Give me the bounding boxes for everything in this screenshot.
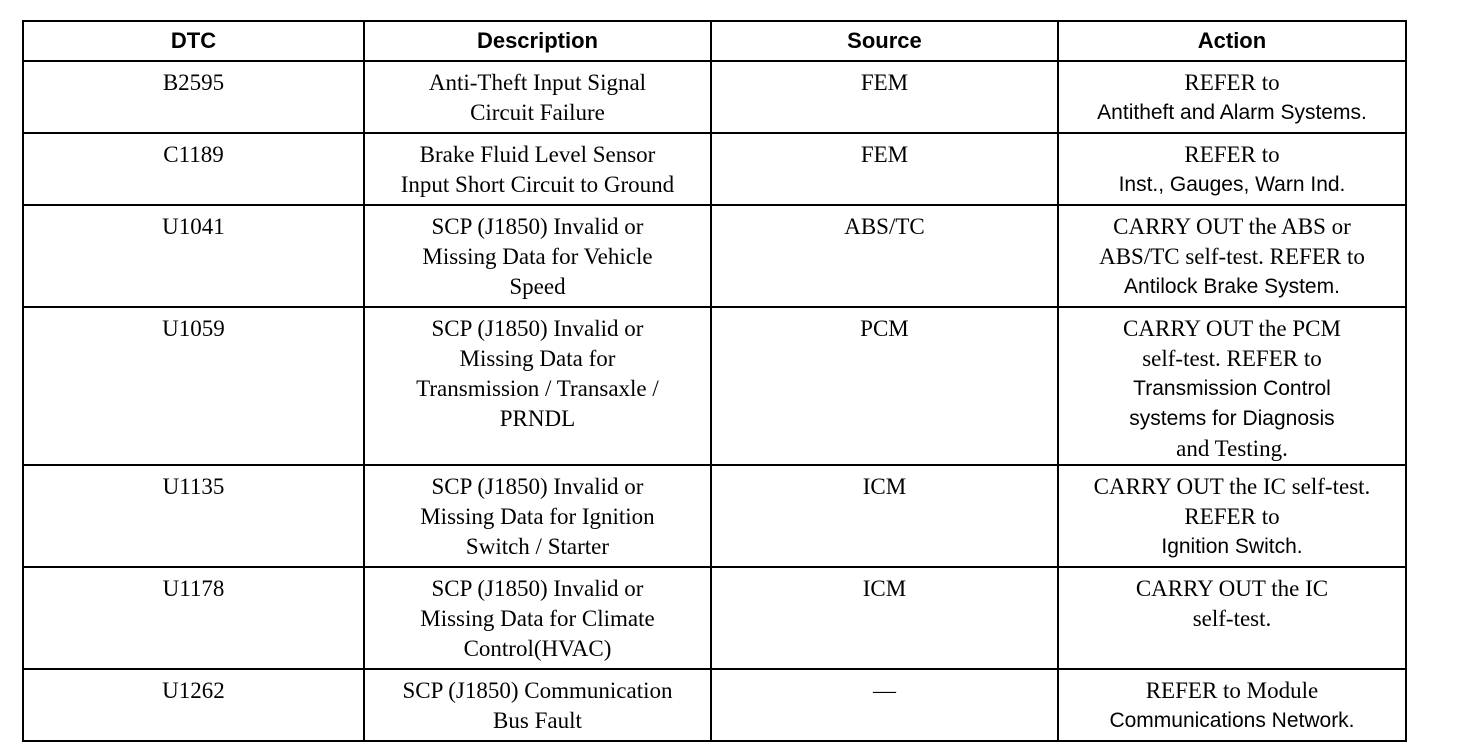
dtc-code: C1189 — [23, 133, 364, 205]
description-line: SCP (J1850) Invalid or — [431, 474, 644, 499]
description-line: Control(HVAC) — [463, 636, 612, 661]
action-line: REFER to — [1184, 142, 1280, 167]
source-cell: ICM — [711, 465, 1058, 567]
action-line: REFER to — [1184, 70, 1280, 95]
header-description: Description — [364, 21, 711, 61]
header-row — [23, 21, 1406, 61]
action-line: systems for Diagnosis — [1129, 407, 1335, 430]
header-source: Source — [711, 21, 1058, 61]
description-line: Bus Fault — [493, 708, 582, 733]
description-line: Missing Data for — [459, 346, 616, 371]
action-cell — [1058, 133, 1406, 205]
action-line: REFER to — [1184, 504, 1280, 529]
description-cell — [364, 307, 711, 465]
action-cell — [1058, 567, 1406, 669]
action-line: self-test. REFER to — [1142, 346, 1322, 371]
description-cell — [364, 567, 711, 669]
description-line: Input Short Circuit to Ground — [400, 172, 675, 197]
action-cell — [1058, 307, 1406, 465]
description-line: Anti-Theft Input Signal — [428, 70, 647, 95]
description-line: Brake Fluid Level Sensor — [419, 142, 656, 167]
table-row — [23, 465, 1406, 567]
action-line: CARRY OUT the PCM — [1123, 316, 1341, 341]
table-row — [23, 669, 1406, 741]
description-cell — [364, 205, 711, 307]
dtc-code: U1262 — [23, 669, 364, 741]
action-line: CARRY OUT the ABS or — [1113, 214, 1351, 239]
source-cell: ICM — [711, 567, 1058, 669]
dtc-code: U1135 — [23, 465, 364, 567]
description-cell — [364, 669, 711, 741]
action-line: self-test. — [1192, 606, 1272, 631]
source-cell: FEM — [711, 61, 1058, 133]
description-line: Switch / Starter — [465, 534, 610, 559]
source-cell: — — [711, 669, 1058, 741]
description-line: SCP (J1850) Communication — [402, 678, 673, 703]
header-action: Action — [1058, 21, 1406, 61]
description-line: Circuit Failure — [470, 100, 605, 125]
description-line: Missing Data for Climate — [420, 606, 655, 631]
table-row — [23, 205, 1406, 307]
action-line: Transmission Control — [1133, 377, 1331, 400]
description-cell — [364, 465, 711, 567]
table-row — [23, 307, 1406, 465]
dtc-code: U1041 — [23, 205, 364, 307]
action-line: Antitheft and Alarm Systems. — [1097, 101, 1367, 124]
dtc-code: U1178 — [23, 567, 364, 669]
description-line: Missing Data for Vehicle — [422, 244, 653, 269]
dtc-table — [22, 20, 1407, 742]
action-cell — [1058, 465, 1406, 567]
action-line: ABS/TC self-test. REFER to — [1099, 244, 1365, 269]
action-line: CARRY OUT the IC — [1135, 576, 1329, 601]
action-line: Communications Network. — [1109, 709, 1355, 732]
description-line: PRNDL — [499, 406, 576, 431]
action-line: REFER to Module — [1145, 678, 1319, 703]
action-line: Ignition Switch. — [1161, 535, 1303, 558]
header-dtc: DTC — [23, 21, 364, 61]
table-row — [23, 61, 1406, 133]
action-cell — [1058, 205, 1406, 307]
source-cell: ABS/TC — [711, 205, 1058, 307]
action-line: CARRY OUT the IC self-test. — [1093, 474, 1371, 499]
description-cell — [364, 61, 711, 133]
description-line: SCP (J1850) Invalid or — [431, 576, 644, 601]
dtc-code: B2595 — [23, 61, 364, 133]
action-cell — [1058, 61, 1406, 133]
description-line: Speed — [509, 274, 566, 299]
source-cell: FEM — [711, 133, 1058, 205]
table-row — [23, 567, 1406, 669]
description-line: Transmission / Transaxle / — [416, 376, 659, 401]
source-cell: PCM — [711, 307, 1058, 465]
action-cell — [1058, 669, 1406, 741]
action-line: Antilock Brake System. — [1124, 275, 1340, 298]
action-line: and Testing. — [1176, 436, 1288, 461]
description-cell — [364, 133, 711, 205]
description-line: SCP (J1850) Invalid or — [431, 214, 644, 239]
description-line: Missing Data for Ignition — [420, 504, 655, 529]
table-row — [23, 133, 1406, 205]
description-line: SCP (J1850) Invalid or — [431, 316, 644, 341]
dtc-code: U1059 — [23, 307, 364, 465]
action-line: Inst., Gauges, Warn Ind. — [1118, 173, 1346, 196]
